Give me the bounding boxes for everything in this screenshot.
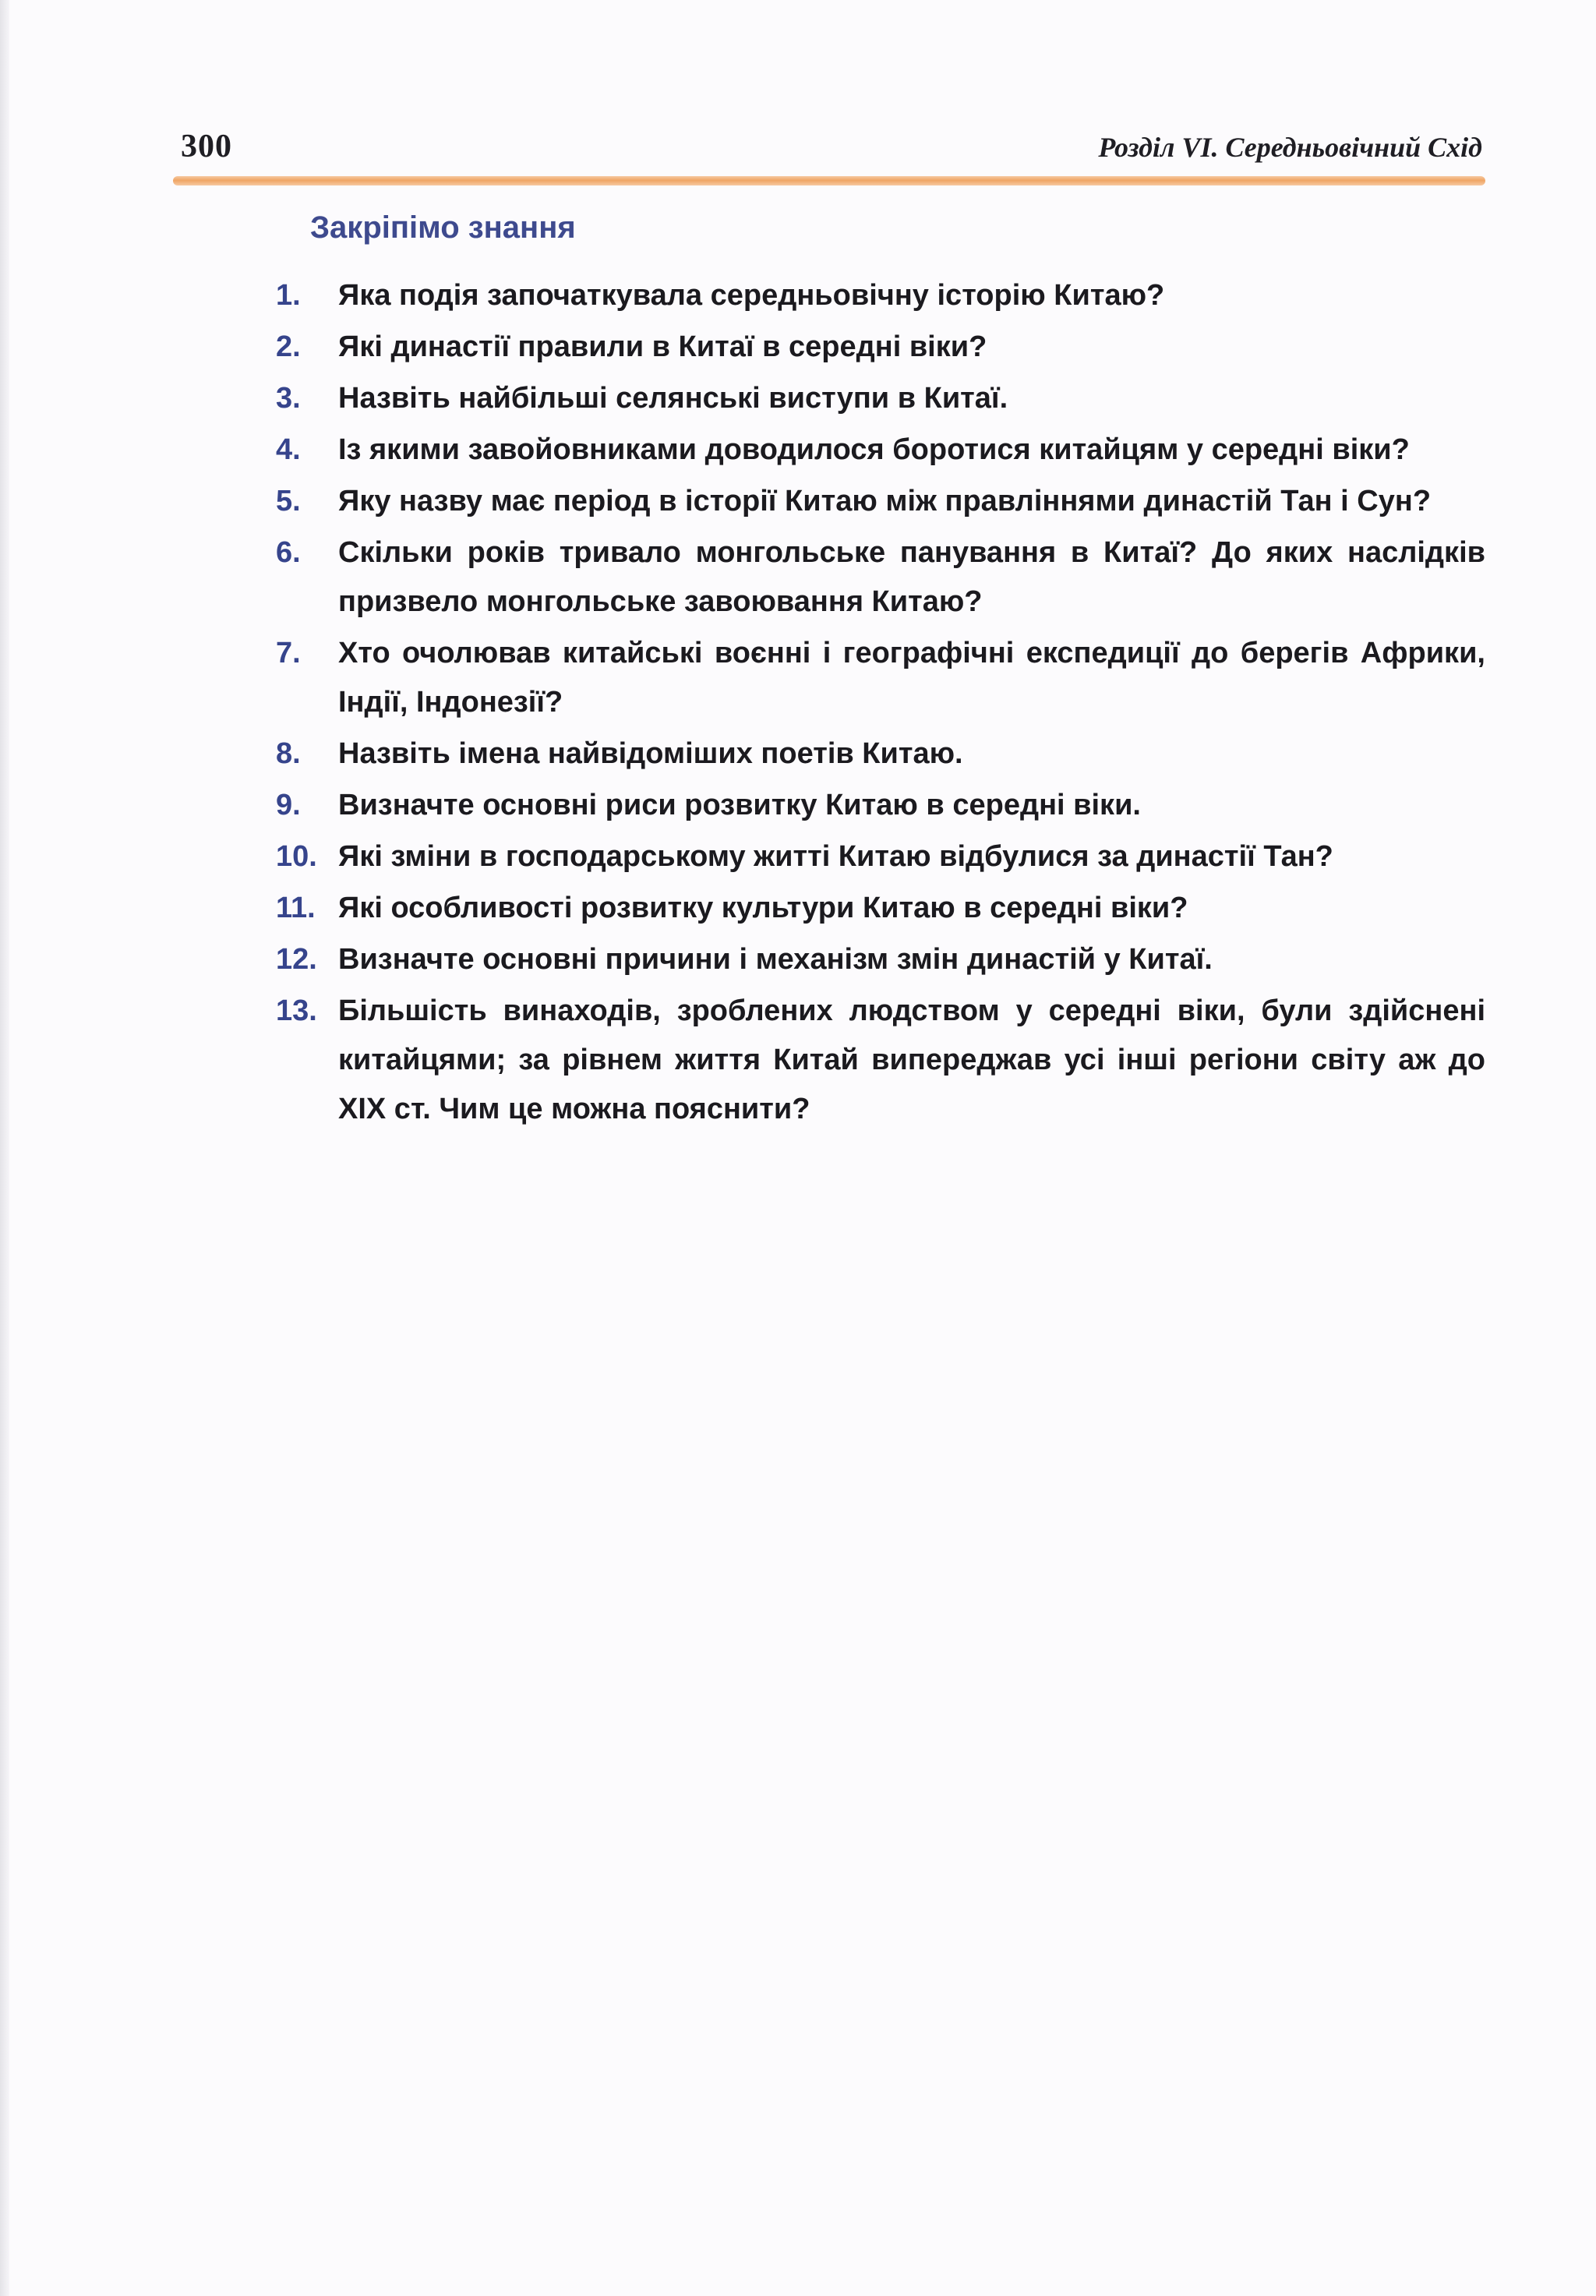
- question-text: Скільки років тривало монгольське панування в Китаї? До яких наслідків призвело монгольське завоювання Китаю?: [338, 536, 1485, 618]
- question-text: Які особливості розвитку культури Китаю в середні віки?: [338, 892, 1188, 924]
- question-text: Назвіть імена найвідоміших поетів Китаю.: [338, 737, 963, 770]
- question-number: 12.: [276, 943, 317, 976]
- question-number: 11.: [276, 892, 316, 924]
- question-text: Визначте основні риси розвитку Китаю в середні віки.: [338, 789, 1141, 821]
- section-title: Закріпімо знання: [310, 210, 576, 245]
- question-text: Які династії правили в Китаї в середні віки?: [338, 330, 987, 363]
- question-text: Яку назву має період в історії Китаю між правліннями династій Тан і Сун?: [338, 485, 1432, 517]
- question-text: Хто очолював китайські воєнні і географічні експедиції до берегів Африки, Індії, Індонезії?: [338, 637, 1485, 719]
- question-number: 13.: [276, 994, 317, 1027]
- page-edge-shadow: [0, 0, 9, 2296]
- header-divider: [173, 176, 1485, 185]
- question-text: Визначте основні причини і механізм змін династій у Китаї.: [338, 943, 1213, 976]
- question-item: [276, 528, 1485, 627]
- question-item: [276, 987, 1485, 1134]
- question-item: [276, 832, 1485, 881]
- question-text: Яка подія започаткувала середньовічну історію Китаю?: [338, 279, 1165, 312]
- running-head: Розділ VI. Середньовічний Схід: [1098, 132, 1482, 163]
- page-number: 300: [181, 129, 232, 164]
- question-text: Більшість винаходів, зроблених людством у середні віки, були здійснені китайцями; за рівнем життя Китай випереджав усі інші регіони світу аж до XIX ст. Чим це можна пояснити?: [338, 994, 1485, 1125]
- question-item: [276, 426, 1485, 475]
- question-list: [276, 271, 1485, 1136]
- question-item: [276, 729, 1485, 779]
- question-item: [276, 884, 1485, 933]
- question-number: 9.: [276, 789, 301, 821]
- question-item: [276, 374, 1485, 423]
- question-number: 1.: [276, 279, 301, 312]
- question-number: 4.: [276, 433, 301, 466]
- question-item: [276, 781, 1485, 830]
- question-item: [276, 935, 1485, 984]
- question-number: 3.: [276, 382, 301, 415]
- question-text: Назвіть найбільші селянські виступи в Китаї.: [338, 382, 1008, 415]
- question-item: [276, 323, 1485, 372]
- question-number: 6.: [276, 536, 301, 569]
- question-text: Із якими завойовниками доводилося боротися китайцям у середні віки?: [338, 433, 1410, 466]
- question-number: 7.: [276, 637, 301, 669]
- question-number: 2.: [276, 330, 301, 363]
- question-number: 5.: [276, 485, 301, 517]
- question-item: [276, 271, 1485, 320]
- question-number: 10.: [276, 840, 317, 873]
- question-text: Які зміни в господарському житті Китаю відбулися за династії Тан?: [338, 840, 1333, 873]
- question-item: [276, 477, 1485, 526]
- question-number: 8.: [276, 737, 301, 770]
- question-item: [276, 629, 1485, 727]
